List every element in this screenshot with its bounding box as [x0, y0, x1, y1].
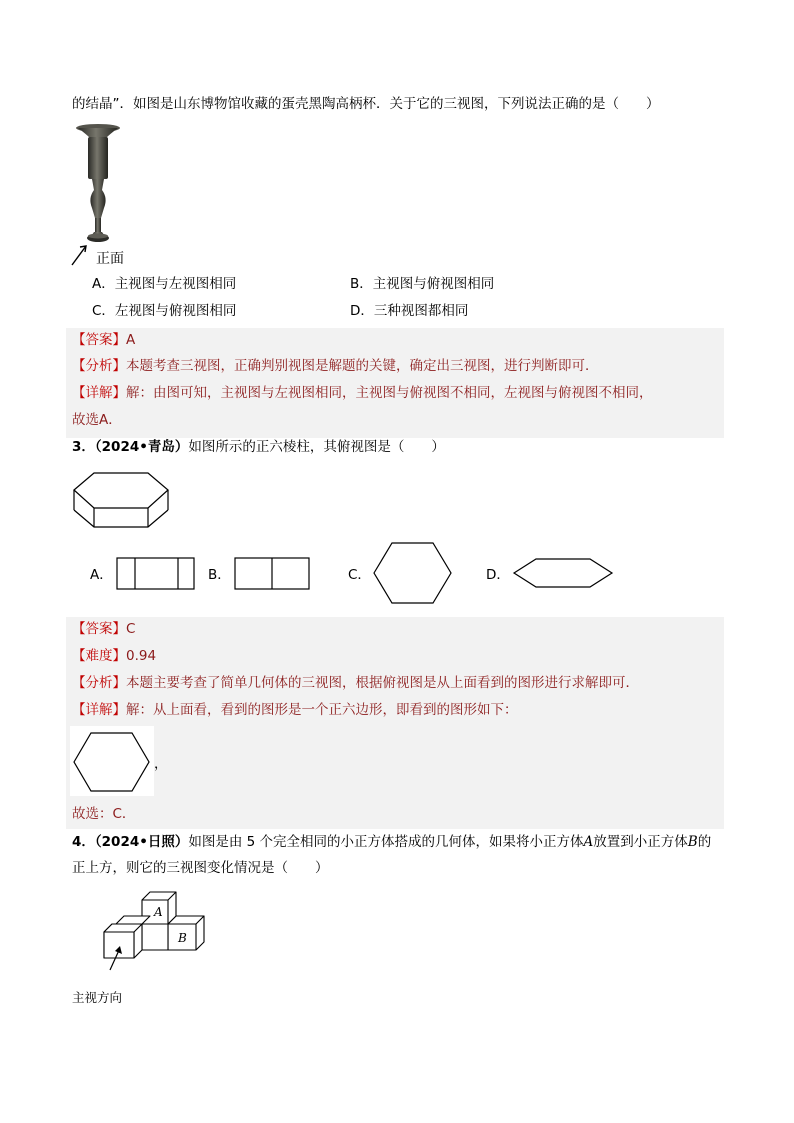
q3-detail: 【详解】解：从上面看，看到的图形是一个正六边形，即看到的图形如下： [72, 702, 518, 718]
q3-option-b-figure[interactable] [234, 556, 312, 592]
q3-option-d-figure[interactable] [512, 556, 616, 590]
q2-option-a[interactable]: A．主视图与左视图相同 [92, 276, 237, 292]
cube-a-label: A [154, 905, 163, 919]
q3-option-b-label[interactable]: B． [208, 567, 231, 583]
q3-answer-hexagon [72, 730, 152, 794]
q2-analysis: 【分析】本题考查三视图，正确判别视图是解题的关键，确定出三视图，进行判断即可． [72, 358, 599, 374]
q4-stem-line2: 正上方，则它的三视图变化情况是（ ） [72, 860, 329, 876]
q2-detail: 【详解】解：由图可知，主视图与左视图相同，主视图与俯视图不相同，左视图与俯视图不相同， [72, 385, 653, 401]
q3-option-c-label[interactable]: C． [348, 567, 371, 583]
q3-difficulty: 【难度】0.94 [72, 648, 157, 664]
goblet-photo [70, 122, 132, 268]
q2-stem: 的结晶”．如图是山东博物馆收藏的蛋壳黑陶高柄杯．关于它的三视图，下列说法正确的是（ ） [72, 96, 660, 112]
q3-option-d-label[interactable]: D． [486, 567, 510, 583]
cube-assembly-figure [100, 890, 212, 972]
hexagonal-prism-figure [72, 470, 172, 530]
q3-analysis: 【分析】本题主要考查了简单几何体的三视图，根据俯视图是从上面看到的图形进行求解即可． [72, 675, 639, 691]
q2-option-d[interactable]: D．三种视图都相同 [350, 303, 469, 319]
q2-conclusion: 故选A． [72, 412, 122, 428]
q3-solution-panel [66, 617, 724, 829]
q3-answer: 【答案】C [72, 621, 136, 637]
q2-answer: 【答案】A [72, 332, 136, 348]
q3-option-a-label[interactable]: A． [90, 567, 113, 583]
q2-option-c[interactable]: C．左视图与俯视图相同 [92, 303, 237, 319]
q3-option-a-figure[interactable] [116, 556, 196, 592]
q3-stem: 3．（2024•青岛）如图所示的正六棱柱，其俯视图是（ ） [72, 439, 445, 455]
cube-b-label: B [178, 931, 187, 945]
q3-conclusion: 故选：C． [72, 806, 136, 822]
front-label: 正面 [96, 251, 124, 267]
q3-after-figure: ， [154, 756, 168, 772]
q2-option-b[interactable]: B．主视图与俯视图相同 [350, 276, 495, 292]
q3-option-c-figure[interactable] [372, 540, 454, 606]
view-direction-label: 主视方向 [72, 990, 123, 1005]
q4-stem-line1: 4．（2024•日照）如图是由 5 个完全相同的小正方体搭成的几何体，如果将小正方体A放置到小正方体B的 [72, 834, 712, 850]
